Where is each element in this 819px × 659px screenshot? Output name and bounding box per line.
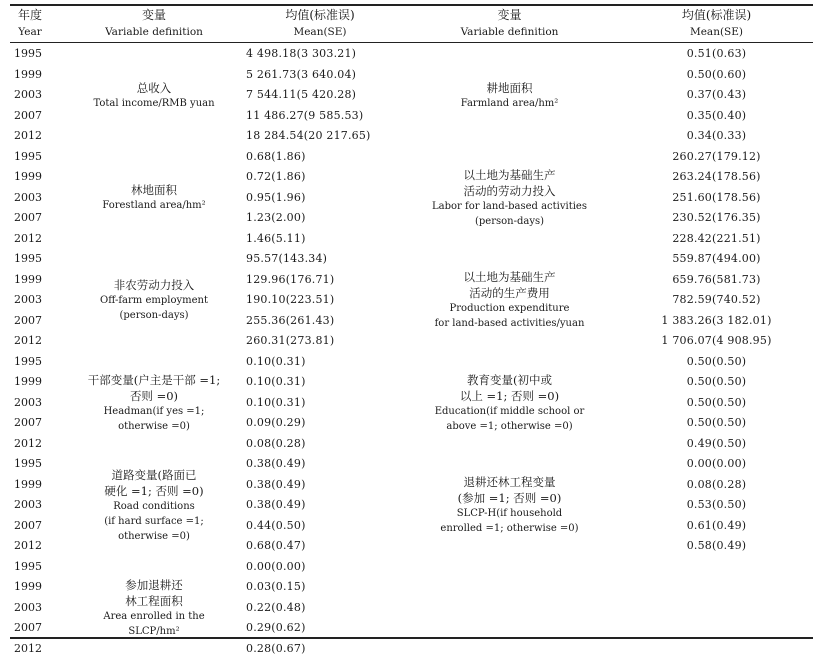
- mean-se-cell: 0.50(0.50): [620, 413, 813, 434]
- variable-label: [54, 249, 254, 352]
- mean-se-cell: 0.38(0.49): [246, 454, 396, 475]
- year-cell: 2003: [10, 495, 60, 516]
- mean-se-cell: 0.68(1.86): [246, 147, 396, 168]
- variable-label: [54, 44, 254, 147]
- year-cell: 2007: [10, 413, 60, 434]
- year-cell: 2012: [10, 639, 60, 659]
- year-cell: 2012: [10, 434, 60, 455]
- mean-se-cell: 0.50(0.50): [620, 393, 813, 414]
- year-header-cn: 年度: [10, 7, 50, 24]
- mean-se-cell: 559.87(494.00): [620, 249, 813, 270]
- year-header-en: Year: [10, 24, 50, 41]
- variable-label-cn: 以土地为基础生产 活动的劳动力投入: [464, 167, 556, 199]
- mean-se-cell: 1 383.26(3 182.01): [620, 311, 813, 332]
- variable-label: [402, 454, 617, 557]
- variable-label-en: Forestland area/hm²: [102, 198, 205, 213]
- year-cell: 1995: [10, 557, 60, 578]
- variable-label-en: Road conditions (if hard surface =1; otherwise =0): [104, 499, 204, 544]
- variable-label-cn: 干部变量(户主是干部 =1; 否则 =0): [88, 372, 220, 404]
- variable-label-cn: 林地面积: [131, 182, 177, 198]
- variable-label-cn: 耕地面积: [487, 80, 533, 96]
- variable-label-en: Headman(if yes =1; otherwise =0): [104, 404, 205, 434]
- header-rule: [10, 42, 813, 43]
- year-cell: 1999: [10, 167, 60, 188]
- mean-se-cell: 0.35(0.40): [620, 106, 813, 127]
- variable-label-en: Off-farm employment (person-days): [100, 293, 208, 323]
- year-cell: 2003: [10, 598, 60, 619]
- mean-se-cell: 0.00(0.00): [620, 454, 813, 475]
- mean-se-cell: 0.50(0.60): [620, 65, 813, 86]
- variable-label: [402, 352, 617, 455]
- mean-se-cell: 0.10(0.31): [246, 372, 396, 393]
- year-cell: 1999: [10, 577, 60, 598]
- mean-se-cell: 0.37(0.43): [620, 85, 813, 106]
- variable-label-cn: 教育变量(初中或 以上 =1; 否则 =0): [460, 372, 559, 404]
- year-cell: 2007: [10, 311, 60, 332]
- variable-label: [402, 147, 617, 250]
- year-cell: 1995: [10, 147, 60, 168]
- year-cell: 1995: [10, 44, 60, 65]
- mean-header-cn: 均值(标准误): [620, 7, 813, 24]
- mean-se-cell: 0.49(0.50): [620, 434, 813, 455]
- year-header: [10, 7, 50, 41]
- mean-se-cell: 0.10(0.31): [246, 352, 396, 373]
- variable-label: [402, 44, 617, 147]
- mean-header-right: [620, 7, 813, 41]
- year-cell: 2007: [10, 618, 60, 639]
- mean-se-cell: 1.23(2.00): [246, 208, 396, 229]
- mean-se-cell: 0.53(0.50): [620, 495, 813, 516]
- mean-se-cell: 1.46(5.11): [246, 229, 396, 250]
- year-cell: 2003: [10, 393, 60, 414]
- variable-header-cn: 变量: [54, 7, 254, 24]
- mean-se-cell: 0.50(0.50): [620, 352, 813, 373]
- mean-se-cell: 0.10(0.31): [246, 393, 396, 414]
- mean-se-cell: 260.27(179.12): [620, 147, 813, 168]
- year-cell: 1999: [10, 270, 60, 291]
- mean-se-cell: 0.08(0.28): [246, 434, 396, 455]
- mean-se-cell: 0.22(0.48): [246, 598, 396, 619]
- variable-label-en: Area enrolled in the SLCP/hm²: [103, 609, 204, 639]
- mean-se-cell: 1 706.07(4 908.95): [620, 331, 813, 352]
- year-column: [10, 44, 60, 659]
- mean-se-cell: 5 261.73(3 640.04): [246, 65, 396, 86]
- variable-header-en: Variable definition: [402, 24, 617, 41]
- top-rule: [10, 4, 813, 6]
- year-cell: 1999: [10, 65, 60, 86]
- variable-label-cn: 总收入: [137, 80, 172, 96]
- year-cell: 2007: [10, 516, 60, 537]
- mean-se-cell: 0.51(0.63): [620, 44, 813, 65]
- variable-label-en: SLCP-H(if household enrolled =1; otherwise =0): [440, 506, 578, 536]
- mean-se-cell: 0.03(0.15): [246, 577, 396, 598]
- mean-se-cell: 95.57(143.34): [246, 249, 396, 270]
- variable-header-en: Variable definition: [54, 24, 254, 41]
- year-cell: 2003: [10, 290, 60, 311]
- mean-se-cell: 7 544.11(5 420.28): [246, 85, 396, 106]
- mean-se-cell: 0.38(0.49): [246, 495, 396, 516]
- variable-header-right: [402, 7, 617, 41]
- variable-header-cn: 变量: [402, 7, 617, 24]
- year-cell: 2007: [10, 208, 60, 229]
- variable-label-en: Education(if middle school or above =1; otherwise =0): [435, 404, 585, 434]
- mean-se-cell: 11 486.27(9 585.53): [246, 106, 396, 127]
- variable-label-cn: 以土地为基础生产 活动的生产费用: [464, 269, 556, 301]
- variable-label-en: Farmland area/hm²: [461, 96, 559, 111]
- year-cell: 2003: [10, 188, 60, 209]
- mean-se-cell: 228.42(221.51): [620, 229, 813, 250]
- mean-column-left: [246, 44, 396, 659]
- year-cell: 1999: [10, 475, 60, 496]
- mean-se-cell: 0.28(0.67): [246, 639, 396, 659]
- mean-se-cell: 0.72(1.86): [246, 167, 396, 188]
- year-cell: 1995: [10, 249, 60, 270]
- variable-label-cn: 非农劳动力投入: [114, 277, 195, 293]
- mean-se-cell: 0.50(0.50): [620, 372, 813, 393]
- mean-se-cell: 0.09(0.29): [246, 413, 396, 434]
- year-cell: 2012: [10, 229, 60, 250]
- mean-se-cell: 190.10(223.51): [246, 290, 396, 311]
- year-cell: 1999: [10, 372, 60, 393]
- mean-se-cell: 4 498.18(3 303.21): [246, 44, 396, 65]
- mean-column-right: [620, 44, 813, 557]
- variable-label-cn: 退耕还林工程变量 (参加 =1; 否则 =0): [458, 474, 562, 506]
- variable-label: [402, 249, 617, 352]
- mean-se-cell: 18 284.54(20 217.65): [246, 126, 396, 147]
- variable-label-en: Labor for land-based activities (person-days): [432, 199, 587, 229]
- year-cell: 2007: [10, 106, 60, 127]
- mean-se-cell: 0.08(0.28): [620, 475, 813, 496]
- variable-label: [54, 454, 254, 557]
- year-cell: 1995: [10, 454, 60, 475]
- mean-se-cell: 659.76(581.73): [620, 270, 813, 291]
- mean-se-cell: 230.52(176.35): [620, 208, 813, 229]
- year-cell: 2012: [10, 536, 60, 557]
- mean-header-en: Mean(SE): [620, 24, 813, 41]
- mean-se-cell: 255.36(261.43): [246, 311, 396, 332]
- variable-header-left: [54, 7, 254, 41]
- mean-se-cell: 0.58(0.49): [620, 536, 813, 557]
- mean-se-cell: 0.34(0.33): [620, 126, 813, 147]
- summary-statistics-table: [10, 2, 813, 638]
- mean-se-cell: 0.61(0.49): [620, 516, 813, 537]
- mean-se-cell: 0.95(1.96): [246, 188, 396, 209]
- mean-header-cn: 均值(标准误): [240, 7, 400, 24]
- year-cell: 2012: [10, 126, 60, 147]
- mean-se-cell: 782.59(740.52): [620, 290, 813, 311]
- mean-header-left: [240, 7, 400, 41]
- mean-se-cell: 0.44(0.50): [246, 516, 396, 537]
- year-cell: 1995: [10, 352, 60, 373]
- mean-se-cell: 0.38(0.49): [246, 475, 396, 496]
- variable-label-en: Total income/RMB yuan: [93, 96, 214, 111]
- mean-se-cell: 0.68(0.47): [246, 536, 396, 557]
- variable-label-cn: 道路变量(路面已 硬化 =1; 否则 =0): [104, 467, 203, 499]
- year-cell: 2012: [10, 331, 60, 352]
- mean-se-cell: 0.00(0.00): [246, 557, 396, 578]
- variable-label-cn: 参加退耕还 林工程面积: [125, 577, 183, 609]
- mean-se-cell: 260.31(273.81): [246, 331, 396, 352]
- year-cell: 2003: [10, 85, 60, 106]
- mean-header-en: Mean(SE): [240, 24, 400, 41]
- mean-se-cell: 0.29(0.62): [246, 618, 396, 639]
- mean-se-cell: 129.96(176.71): [246, 270, 396, 291]
- variable-label-en: Production expenditure for land-based activities/yuan: [435, 301, 585, 331]
- mean-se-cell: 251.60(178.56): [620, 188, 813, 209]
- variable-label: [54, 147, 254, 250]
- variable-label: [54, 352, 254, 455]
- mean-se-cell: 263.24(178.56): [620, 167, 813, 188]
